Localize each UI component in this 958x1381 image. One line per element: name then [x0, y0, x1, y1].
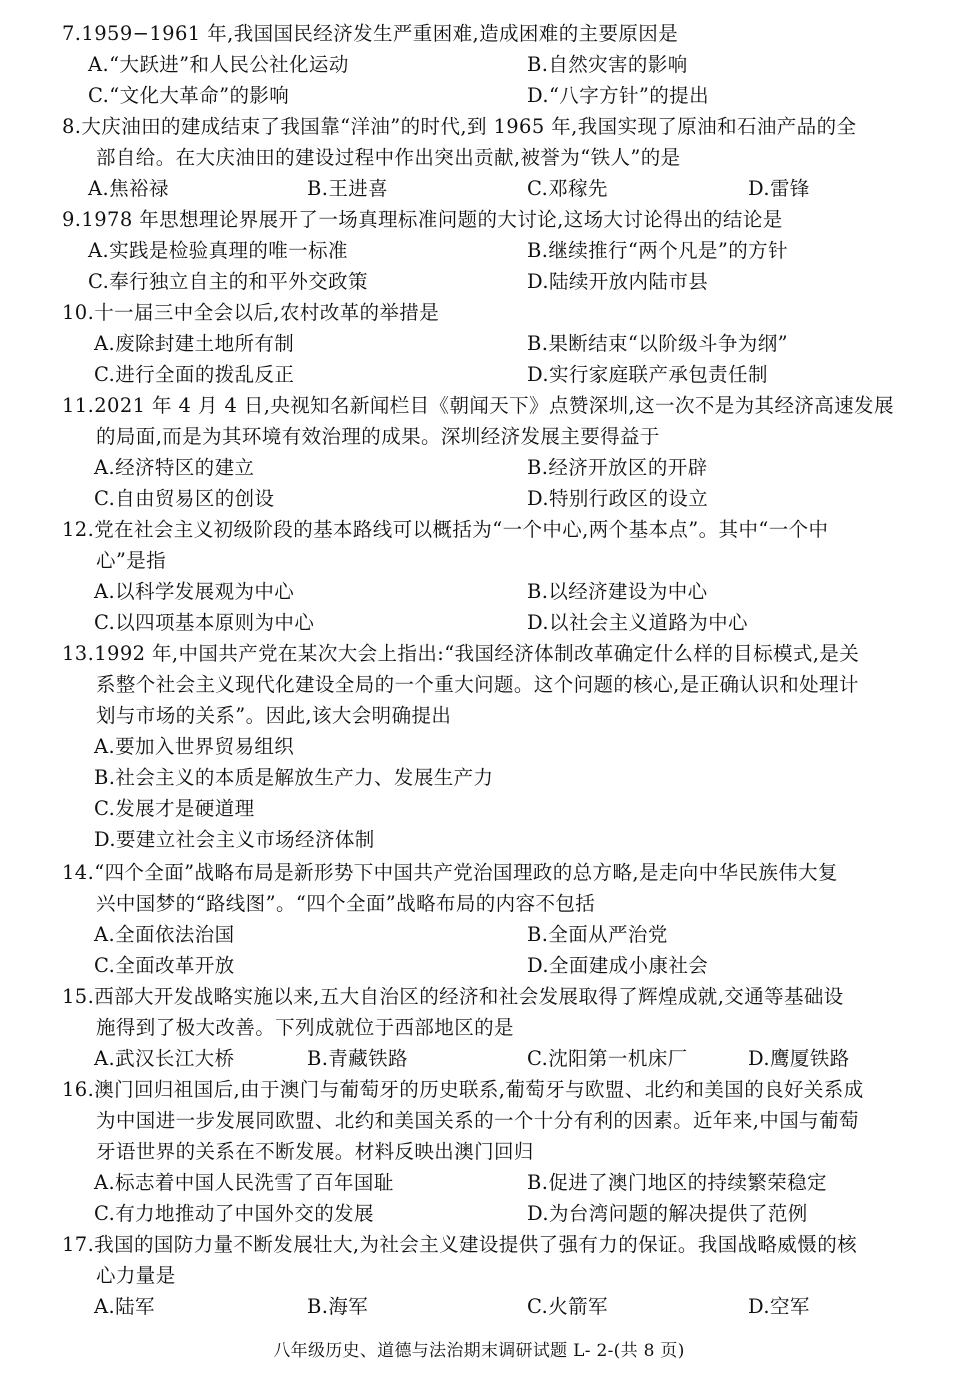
question-10-option-a: A.废除封建土地所有制 [94, 332, 295, 355]
question-14-stem: 14.“四个全面”战略布局是新形势下中国共产党治国理政的总方略,是走向中华民族伟大复 [62, 861, 838, 884]
question-17-stem: 17.我国的国防力量不断发展壮大,为社会主义建设提供了强有力的保证。我国战略威慑的核 [62, 1233, 858, 1256]
question-8-stem-cont: 部自给。在大庆油田的建设过程中作出突出贡献,被誉为“铁人”的是 [96, 146, 681, 169]
question-10-option-b: B.果断结束“以阶级斗争为纲” [527, 332, 788, 355]
question-16-option-b: B.促进了澳门地区的持续繁荣稳定 [527, 1171, 827, 1194]
question-9-stem: 9.1978 年思想理论界展开了一场真理标准问题的大讨论,这场大讨论得出的结论是 [62, 208, 783, 231]
question-15-option-b: B.青藏铁路 [307, 1047, 408, 1070]
question-9-option-d: D.陆续开放内陆市县 [527, 270, 709, 293]
question-10-option-c: C.进行全面的拨乱反正 [94, 363, 295, 386]
question-15-option-c: C.沈阳第一机床厂 [527, 1047, 688, 1070]
question-7-option-d: D.“八字方针”的提出 [527, 84, 709, 107]
question-8-stem: 8.大庆油田的建成结束了我国靠“洋油”的时代,到 1965 年,我国实现了原油和石油产品的全 [62, 115, 857, 138]
question-7-option-a: A.“大跃进”和人民公社化运动 [88, 53, 349, 76]
question-14-option-d: D.全面建成小康社会 [527, 954, 709, 977]
question-8-option-d: D.雷锋 [748, 177, 810, 200]
page-footer: 八年级历史、道德与法治期末调研试题 L- 2-(共 8 页) [273, 1341, 685, 1361]
question-9-option-c: C.奉行独立自主的和平外交政策 [88, 270, 368, 293]
question-11-option-d: D.特别行政区的设立 [527, 487, 709, 510]
question-8-option-c: C.邓稼先 [527, 177, 608, 200]
question-16-option-d: D.为台湾问题的解决提供了范例 [527, 1202, 808, 1225]
question-8-option-b: B.王进喜 [307, 177, 389, 200]
question-16-stem: 16.澳门回归祖国后,由于澳门与葡萄牙的历史联系,葡萄牙与欧盟、北约和美国的良好关系成 [62, 1078, 864, 1101]
question-13-stem: 13.1992 年,中国共产党在某次大会上指出:“我国经济体制改革确定什么样的目标模式,是关 [62, 642, 860, 665]
question-13-option-b: B.社会主义的本质是解放生产力、发展生产力 [94, 766, 494, 789]
question-17-option-d: D.空军 [748, 1295, 810, 1318]
question-13-option-a: A.要加入世界贸易组织 [94, 735, 295, 758]
question-13-stem-cont-2: 划与市场的关系”。因此,该大会明确提出 [96, 704, 452, 727]
question-15-stem: 15.西部大开发战略实施以来,五大自治区的经济和社会发展取得了辉煌成就,交通等基础设 [62, 985, 844, 1008]
question-16-option-c: C.有力地推动了中国外交的发展 [94, 1202, 374, 1225]
question-17-option-c: C.火箭军 [527, 1295, 608, 1318]
question-12-option-b: B.以经济建设为中心 [527, 580, 708, 603]
question-11-option-b: B.经济开放区的开辟 [527, 456, 708, 479]
question-17-stem-cont: 心力量是 [96, 1264, 176, 1287]
question-12-stem: 12.党在社会主义初级阶段的基本路线可以概括为“一个中心,两个基本点”。其中“一个中 [62, 518, 829, 541]
question-15-option-d: D.鹰厦铁路 [748, 1047, 850, 1070]
question-17-option-a: A.陆军 [94, 1295, 155, 1318]
question-7-option-c: C.“文化大革命”的影响 [88, 84, 290, 107]
question-8-option-a: A.焦裕禄 [88, 177, 169, 200]
question-10-stem: 10.十一届三中全会以后,农村改革的举措是 [62, 301, 440, 324]
question-14-stem-cont: 兴中国梦的“路线图”。“四个全面”战略布局的内容不包括 [96, 892, 596, 915]
question-9-option-b: B.继续推行“两个凡是”的方针 [527, 239, 788, 262]
question-11-stem-cont: 的局面,而是为其环境有效治理的成果。深圳经济发展主要得益于 [96, 425, 660, 448]
question-13-stem-cont-1: 系整个社会主义现代化建设全局的一个重大问题。这个问题的核心,是正确认识和处理计 [96, 673, 859, 696]
question-7-stem: 7.1959−1961 年,我国国民经济发生严重困难,造成困难的主要原因是 [62, 22, 679, 45]
question-16-stem-cont-1: 为中国进一步发展同欧盟、北约和美国关系的一个十分有利的因素。近年来,中国与葡萄 [96, 1109, 859, 1132]
question-17-option-b: B.海军 [307, 1295, 369, 1318]
question-15-option-a: A.武汉长江大桥 [94, 1047, 235, 1070]
question-7-option-b: B.自然灾害的影响 [527, 53, 688, 76]
question-13-option-c: C.发展才是硬道理 [94, 797, 255, 820]
question-14-option-c: C.全面改革开放 [94, 954, 235, 977]
question-14-option-a: A.全面依法治国 [94, 923, 235, 946]
question-11-option-c: C.自由贸易区的创设 [94, 487, 275, 510]
question-11-stem: 11.2021 年 4 月 4 日,央视知名新闻栏目《朝闻天下》点赞深圳,这一次不是为其经济高速发展 [62, 394, 894, 417]
question-12-option-c: C.以四项基本原则为中心 [94, 611, 315, 634]
question-11-option-a: A.经济特区的建立 [94, 456, 255, 479]
question-12-option-a: A.以科学发展观为中心 [94, 580, 295, 603]
question-9-option-a: A.实践是检验真理的唯一标准 [88, 239, 348, 262]
question-10-option-d: D.实行家庭联产承包责任制 [527, 363, 768, 386]
question-12-stem-cont: 心”是指 [96, 549, 167, 572]
question-13-option-d: D.要建立社会主义市场经济体制 [94, 828, 375, 851]
question-12-option-d: D.以社会主义道路为中心 [527, 611, 748, 634]
question-16-option-a: A.标志着中国人民洗雪了百年国耻 [94, 1171, 394, 1194]
question-14-option-b: B.全面从严治党 [527, 923, 668, 946]
question-16-stem-cont-2: 牙语世界的关系在不断发展。材料反映出澳门回归 [96, 1140, 534, 1163]
question-15-stem-cont: 施得到了极大改善。下列成就位于西部地区的是 [96, 1016, 514, 1039]
